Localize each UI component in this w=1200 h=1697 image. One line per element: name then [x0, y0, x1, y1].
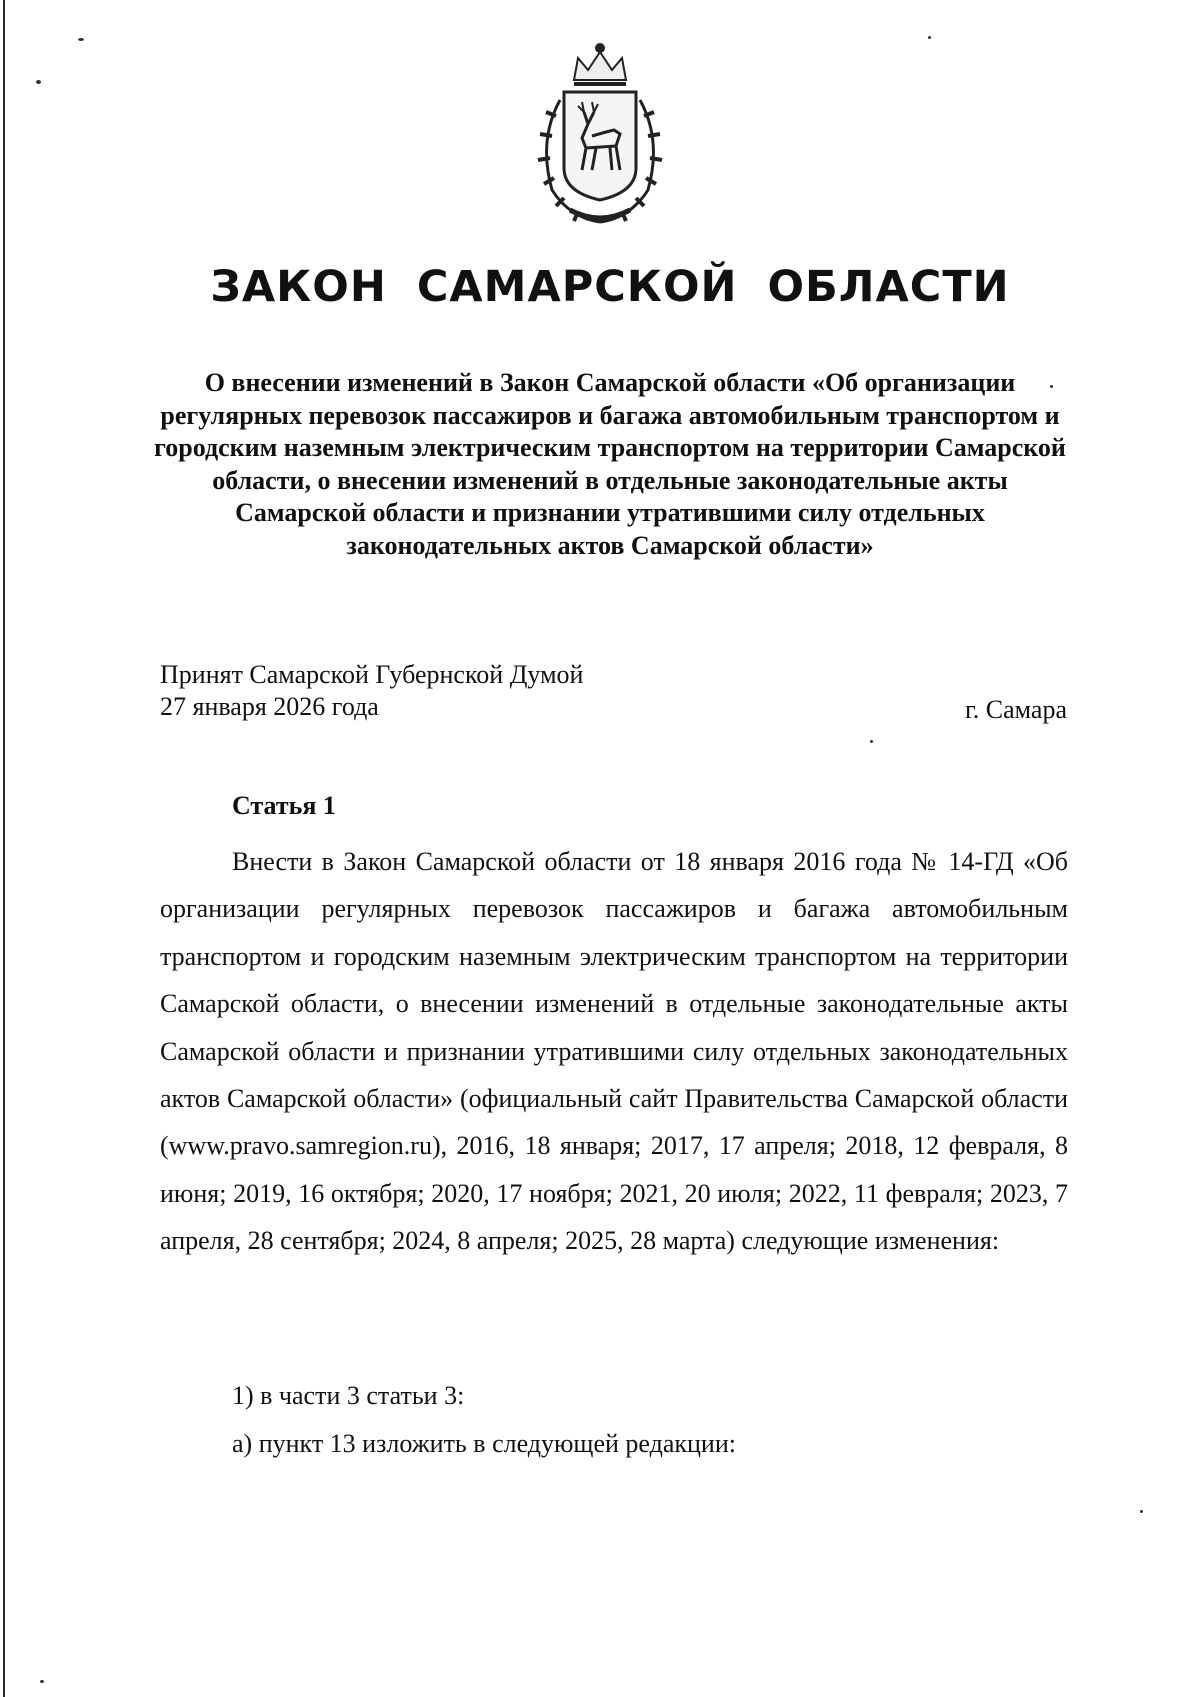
scan-left-edge: [3, 0, 5, 1697]
article-title: Статья 1: [232, 791, 336, 820]
scan-speck: [870, 740, 873, 743]
adopted-by: Принят Самарской Губернской Думой: [160, 660, 584, 689]
article-body: Внести в Закон Самарской области от 18 января 2016 года № 14-ГД «Об организации регулярных перевозок пассажиров и багажа автомобильным транспортом и городским наземным электрическим транспортом на территории Самарской области, о внесении изменений в отдельные законодательные акты Самарской области и признании утратившими силу отдельных законодательных актов Самарской области» (официальный сайт Правительства Самарской области (www.pravo.samregion.ru), 2016, 18 января; 2017, 17 апреля; 2018, 12 февраля, 8 июня; 2019, 16 октября; 2020, 17 ноября; 2021, 20 июля; 2022, 11 февраля; 2023, 7 апреля, 28 сентября; 2024, 8 апреля; 2025, 28 марта) следующие изменения:: [160, 847, 1068, 1256]
scan-speck: [40, 1680, 44, 1683]
scan-speck: [928, 36, 931, 39]
document-subtitle: О внесении изменений в Закон Самарской области «Об организации регулярных перевозок пассажиров и багажа автомобильным транспортом и городским наземным электрическим транспортом на территории Самарской области, о внесении изменений в отдельные законодательные акты Самарской области и признании утратившими силу отдельных законодательных актов Самарской области»: [154, 368, 1066, 560]
scan-speck: [36, 80, 41, 84]
scan-speck: [78, 38, 84, 41]
adopted-date: 27 января 2026 года: [160, 692, 379, 721]
list-item: а) пункт 13 изложить в следующей редакции:: [232, 1429, 736, 1458]
list-item: 1) в части 3 статьи 3:: [232, 1381, 465, 1410]
document-title: ЗАКОН САМАРСКОЙ ОБЛАСТИ: [210, 262, 1010, 312]
coat-of-arms-icon: [520, 40, 680, 230]
scan-speck: [1140, 1510, 1143, 1513]
city: г. Самара: [965, 695, 1067, 724]
